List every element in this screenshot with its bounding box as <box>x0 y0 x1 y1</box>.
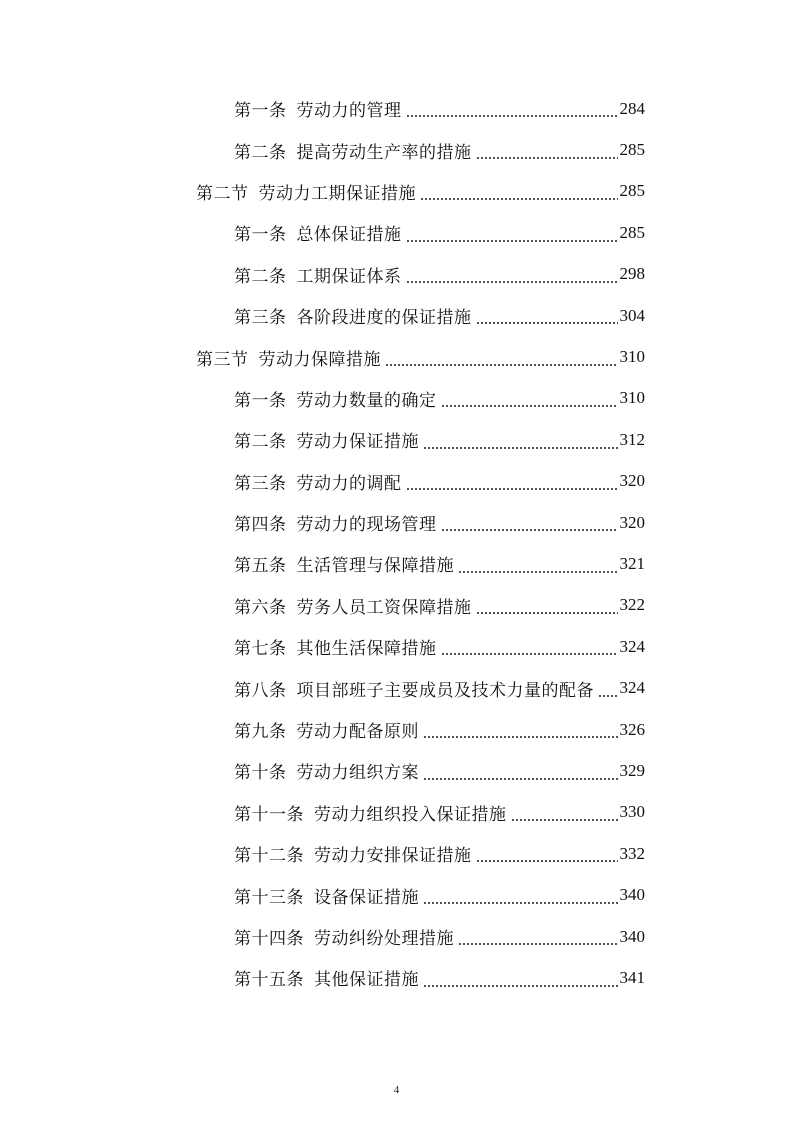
entry-page-number: 320 <box>619 471 645 491</box>
dot-leader <box>406 115 618 117</box>
toc-entry[interactable] <box>0 254 645 295</box>
dot-leader <box>423 778 618 780</box>
entry-label: 第二条 <box>234 142 287 163</box>
entry-label: 第三节 <box>196 349 249 370</box>
toc-entry[interactable] <box>0 543 645 584</box>
toc-entry[interactable] <box>0 378 645 419</box>
entry-page-number: 322 <box>619 595 645 615</box>
entry-page-number: 304 <box>619 305 645 325</box>
entry-title: 劳动力的管理 <box>296 101 402 122</box>
entry-page-number: 310 <box>619 388 645 408</box>
toc-entry[interactable] <box>0 792 645 833</box>
entry-title: 劳动力配备原则 <box>296 722 419 743</box>
entry-page-number: 285 <box>619 140 645 160</box>
entry-title: 提高劳动生产率的措施 <box>296 142 472 163</box>
entry-label: 第十一条 <box>234 804 304 825</box>
toc-entry[interactable] <box>0 916 645 957</box>
entry-title: 劳动纠纷处理措施 <box>314 929 454 949</box>
toc-entry[interactable] <box>0 874 645 915</box>
dot-leader <box>511 819 618 821</box>
dot-leader <box>406 240 618 242</box>
toc-entry[interactable] <box>0 502 645 543</box>
entry-page-number: 298 <box>619 264 645 284</box>
entry-page-number: 324 <box>619 678 645 698</box>
toc-entry[interactable] <box>0 667 645 708</box>
entry-title: 各阶段进度的保证措施 <box>296 308 472 329</box>
dot-leader <box>420 198 618 200</box>
entry-title: 劳动力数量的确定 <box>296 390 437 411</box>
entry-page-number: 284 <box>619 98 645 118</box>
entry-page-number: 330 <box>619 802 645 822</box>
dot-leader <box>476 612 618 614</box>
entry-label: 第六条 <box>234 597 287 618</box>
entry-label: 第一条 <box>234 225 287 246</box>
entry-label: 第二条 <box>234 432 287 453</box>
toc-entry[interactable] <box>0 957 645 998</box>
dot-leader <box>423 447 618 449</box>
entry-title: 劳务人员工资保障措施 <box>296 597 472 618</box>
dot-leader <box>406 281 618 283</box>
entry-title: 工期保证体系 <box>296 266 402 287</box>
toc-entry[interactable] <box>0 295 645 336</box>
entry-label: 第一条 <box>234 390 287 411</box>
entry-page-number: 312 <box>619 429 645 449</box>
entry-title: 项目部班子主要成员及技术力量的配备 <box>296 680 594 701</box>
dot-leader <box>598 695 618 697</box>
dot-leader <box>441 405 618 407</box>
entry-label: 第十四条 <box>234 929 304 949</box>
entry-label: 第五条 <box>234 556 287 577</box>
entry-title: 其他保证措施 <box>314 970 419 991</box>
toc-entry[interactable] <box>0 461 645 502</box>
entry-title: 劳动力的现场管理 <box>296 515 437 536</box>
entry-page-number: 332 <box>619 843 645 863</box>
entry-label: 第二条 <box>234 266 287 287</box>
entry-title: 劳动力的调配 <box>296 473 402 494</box>
entry-label: 第七条 <box>234 639 287 660</box>
toc-section-entry[interactable] <box>0 171 645 212</box>
entry-page-number: 321 <box>619 553 645 573</box>
entry-title: 总体保证措施 <box>296 225 402 246</box>
entry-page-number: 310 <box>619 347 645 367</box>
entry-label: 第三条 <box>234 308 287 329</box>
page-footer-number: 4 <box>393 1084 400 1096</box>
toc-entry[interactable] <box>0 129 645 170</box>
entry-title: 劳动力保证措施 <box>296 432 419 453</box>
dot-leader <box>458 943 618 945</box>
entry-title: 劳动力工期保证措施 <box>258 183 416 204</box>
table-of-contents <box>0 88 793 999</box>
dot-leader <box>476 860 618 862</box>
entry-page-number: 329 <box>619 760 645 780</box>
toc-entry[interactable] <box>0 585 645 626</box>
dot-leader <box>406 488 618 490</box>
entry-label: 第九条 <box>234 722 287 743</box>
entry-title: 劳动力组织投入保证措施 <box>314 804 507 825</box>
entry-title: 劳动力组织方案 <box>296 763 419 784</box>
toc-entry[interactable] <box>0 626 645 667</box>
dot-leader <box>385 364 618 366</box>
toc-section-entry[interactable] <box>0 336 645 377</box>
dot-leader <box>458 571 618 573</box>
entry-label: 第十条 <box>234 763 287 784</box>
dot-leader <box>423 736 618 738</box>
entry-page-number: 324 <box>619 636 645 656</box>
entry-page-number: 326 <box>619 719 645 739</box>
toc-entry[interactable] <box>0 88 645 129</box>
entry-label: 第四条 <box>234 515 287 536</box>
dot-leader <box>441 529 618 531</box>
entry-title: 设备保证措施 <box>314 887 419 908</box>
entry-title: 劳动力安排保证措施 <box>314 846 472 867</box>
toc-entry[interactable] <box>0 212 645 253</box>
entry-title: 劳动力保障措施 <box>258 349 381 370</box>
entry-page-number: 285 <box>619 181 645 201</box>
entry-label: 第十二条 <box>234 846 304 867</box>
dot-leader <box>423 902 618 904</box>
toc-entry[interactable] <box>0 709 645 750</box>
dot-leader <box>441 653 618 655</box>
entry-label: 第十三条 <box>234 887 304 908</box>
entry-page-number: 340 <box>619 885 645 905</box>
entry-title: 生活管理与保障措施 <box>296 556 454 577</box>
entry-label: 第一条 <box>234 101 287 122</box>
dot-leader <box>476 157 618 159</box>
entry-page-number: 285 <box>619 222 645 242</box>
entry-label: 第三条 <box>234 473 287 494</box>
dot-leader <box>423 985 618 987</box>
dot-leader <box>476 322 618 324</box>
toc-entry[interactable] <box>0 833 645 874</box>
entry-page-number: 341 <box>619 967 645 987</box>
entry-label: 第二节 <box>196 183 249 204</box>
toc-entry[interactable] <box>0 419 645 460</box>
entry-label: 第十五条 <box>234 970 304 991</box>
entry-page-number: 340 <box>619 926 645 946</box>
entry-label: 第八条 <box>234 680 287 701</box>
entry-title: 其他生活保障措施 <box>296 639 437 660</box>
entry-page-number: 320 <box>619 512 645 532</box>
toc-entry[interactable] <box>0 750 645 791</box>
